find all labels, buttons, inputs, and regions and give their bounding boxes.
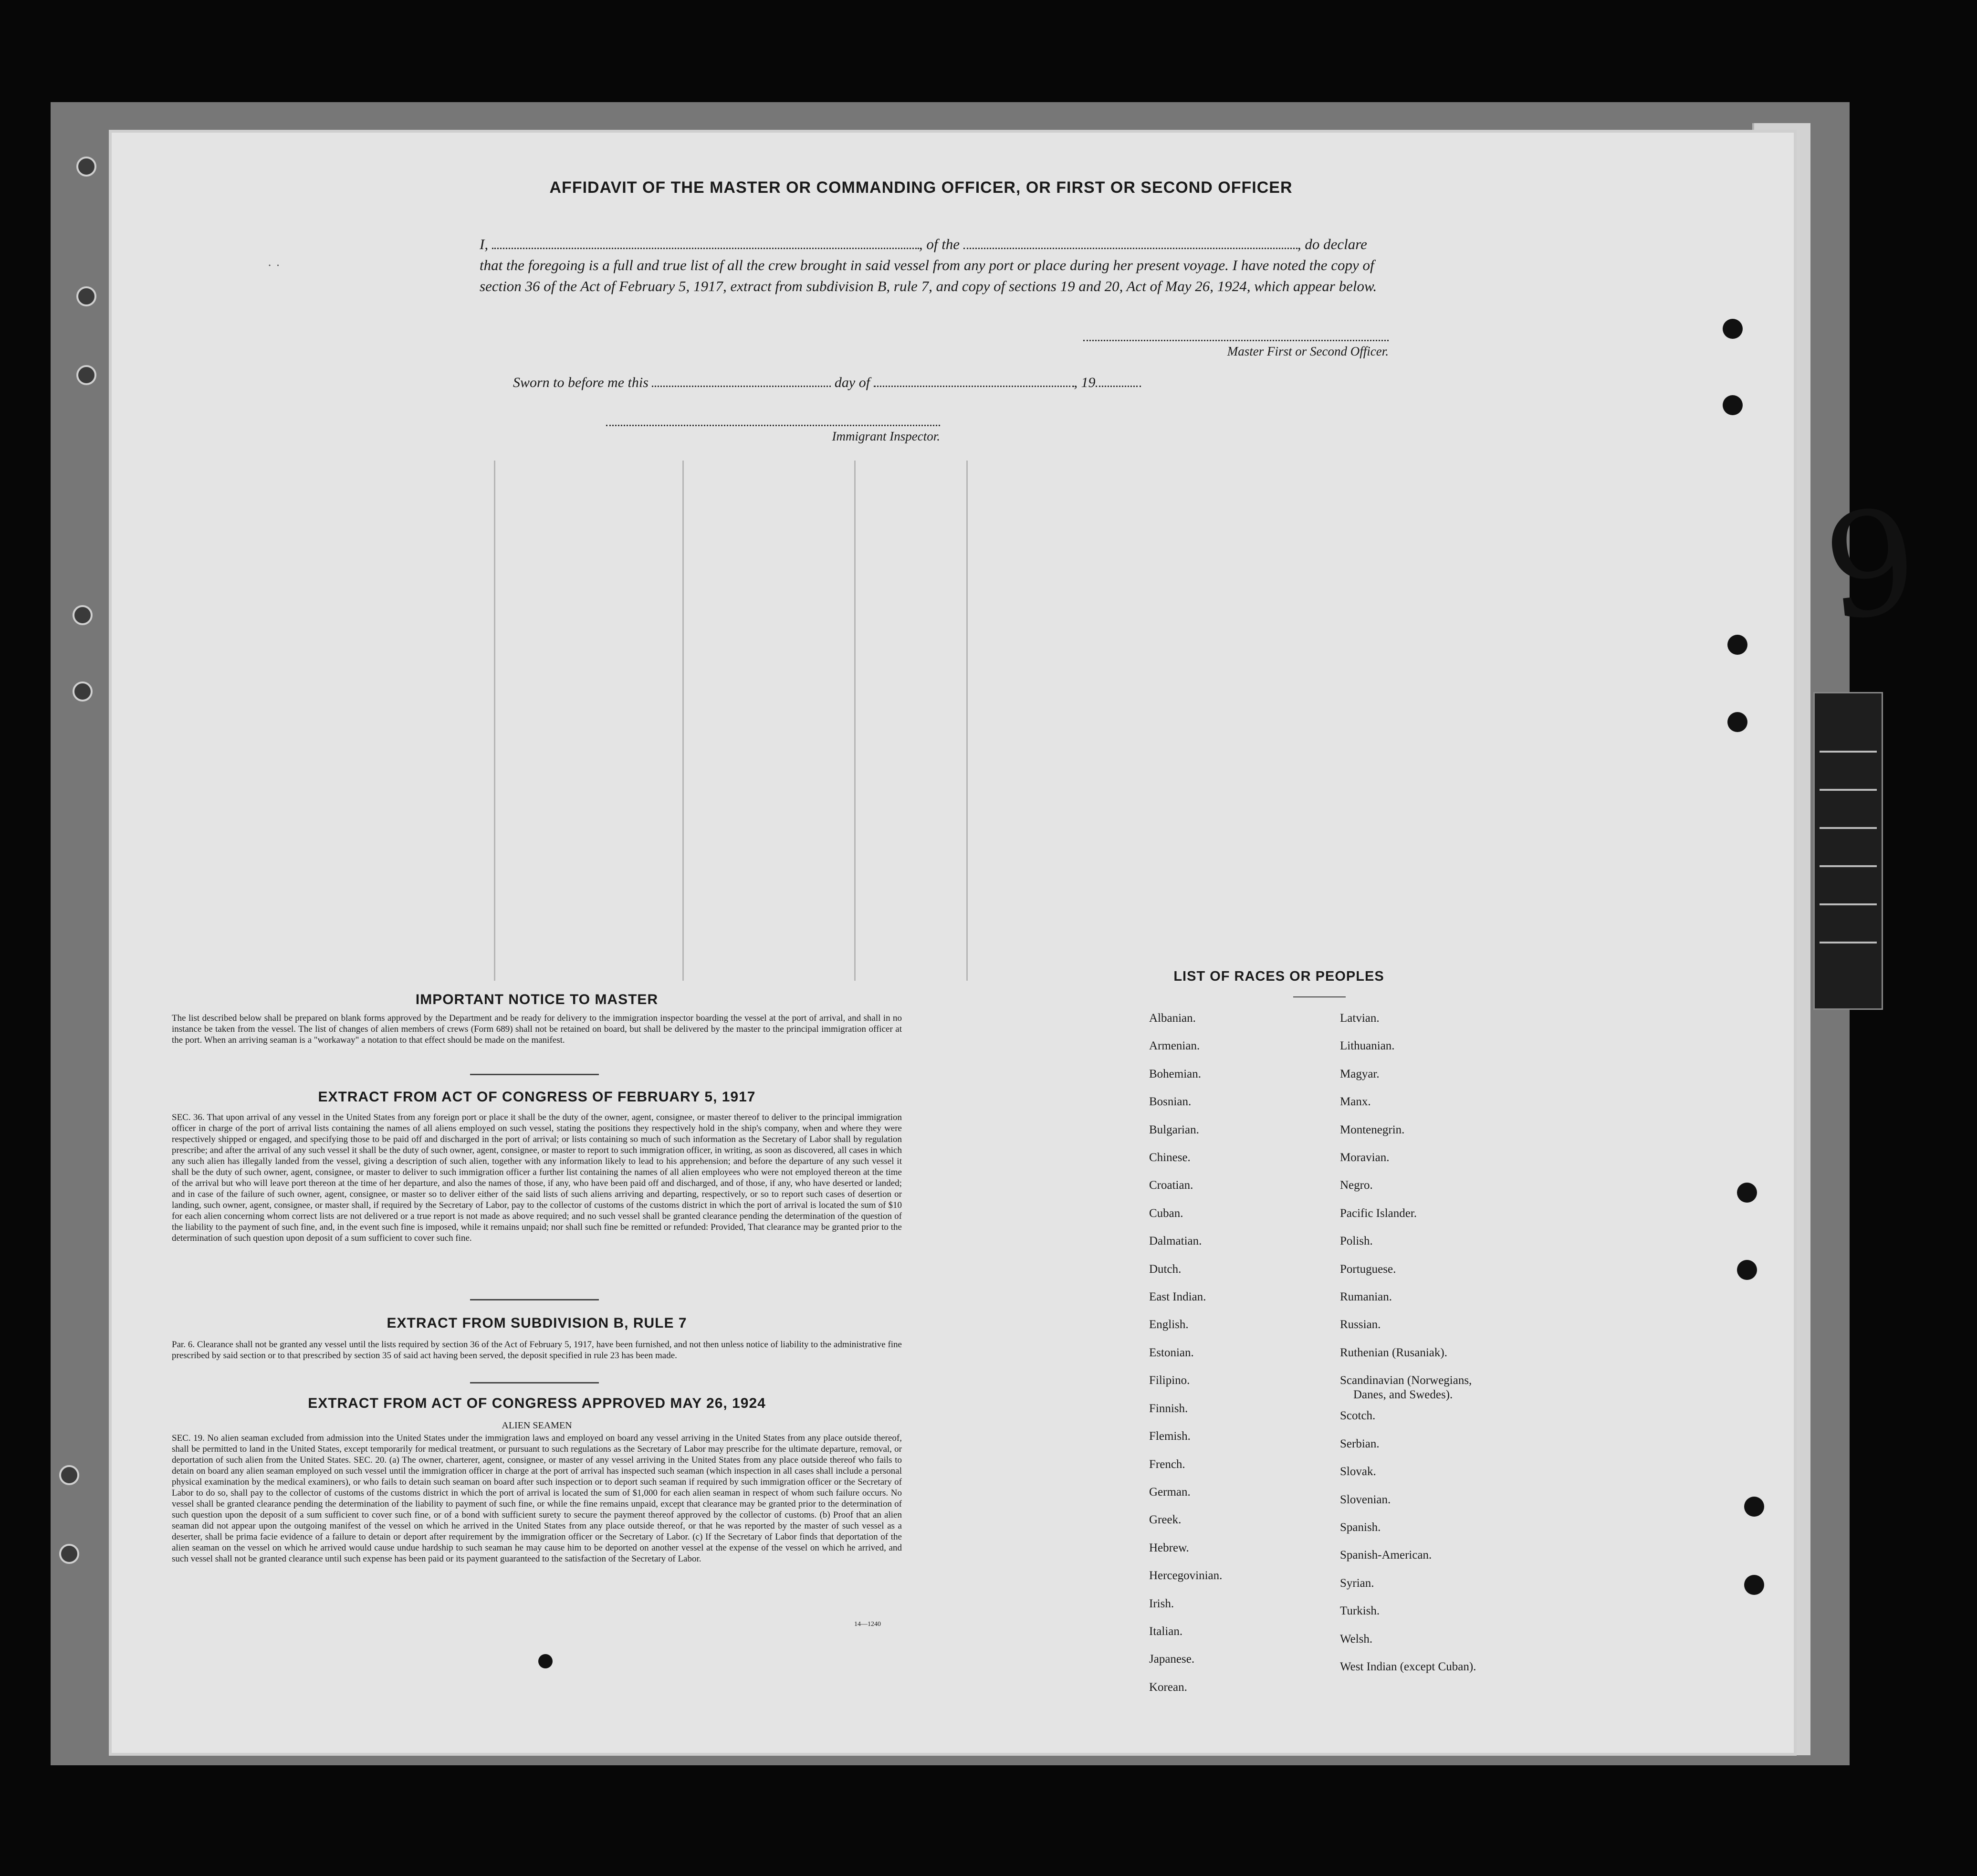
sworn-prefix: Sworn to before me this	[513, 375, 649, 390]
inspector-label: Immigrant Inspector.	[832, 429, 940, 443]
race-item: Chinese.	[1149, 1151, 1191, 1164]
master-signature	[1083, 340, 1389, 359]
inspector-line	[606, 425, 940, 426]
race-item: Bulgarian.	[1149, 1123, 1199, 1136]
race-item: Spanish-American.	[1340, 1549, 1432, 1562]
divider	[470, 1074, 599, 1075]
race-item: Bosnian.	[1149, 1095, 1192, 1109]
affidavit-body: that the foregoing is a full and true list of all the crew brought in said vessel from any port or place during her present voyage. I have noted the copy of section 36 of the Act of February 5, 1917, extract from subdivision B, rule 7, and copy of sections 19 and 20, Act of May 26, 1924, which appear below.	[480, 257, 1377, 294]
race-item: Portuguese.	[1340, 1262, 1396, 1276]
punch-hole	[59, 1544, 79, 1564]
stray-mark: ˙ ˙	[267, 262, 281, 277]
race-item: Flemish.	[1149, 1430, 1191, 1443]
race-item: Montenegrin.	[1340, 1123, 1405, 1136]
act-1924-title: EXTRACT FROM ACT OF CONGRESS APPROVED MAY 26, 1924	[308, 1395, 766, 1411]
race-item-continuation: Danes, and Swedes).	[1353, 1388, 1453, 1402]
race-item: English.	[1149, 1318, 1189, 1331]
rule-7-title: EXTRACT FROM SUBDIVISION B, RULE 7	[387, 1315, 687, 1331]
signature-line	[1083, 340, 1389, 341]
affidavit-of-the: , of the	[919, 236, 960, 252]
race-item: Bohemian.	[1149, 1067, 1202, 1080]
race-item: French.	[1149, 1457, 1185, 1471]
sworn-year-blank	[1096, 386, 1141, 387]
race-item: West Indian (except Cuban).	[1340, 1660, 1476, 1673]
notice-text: The list described below shall be prepared on blank forms approved by the Department and be ready for delivery to the immigration inspector boarding the vessel at the port of arrival, and shall in no instance be taken from the vessel. The list of changes of alien members of crews (Form 689) shall not be retained on board, but shall be delivered by the master to the principal immigration officer at the port. When an arriving seaman is a "workaway" a notation to that effect should be made on the manifest.	[172, 1013, 902, 1045]
race-item: Ruthenian (Rusaniak).	[1340, 1346, 1447, 1359]
race-item: Magyar.	[1340, 1067, 1380, 1080]
affidavit-declare: , do declare	[1297, 236, 1367, 252]
punch-hole	[1737, 1260, 1757, 1280]
punch-hole	[1727, 635, 1747, 655]
race-item: Scotch.	[1340, 1409, 1376, 1423]
race-item: Latvian.	[1340, 1012, 1380, 1025]
race-item: Moravian.	[1340, 1151, 1390, 1164]
affidavit-text	[480, 234, 1415, 297]
immigrant-inspector-signature	[606, 425, 940, 444]
act-1924-text: SEC. 19. No alien seaman excluded from admission into the United States under the immigration laws and employed on board any vessel arriving in the United States from any place outside thereof, shall be permitted to land in the United States, except temporarily for medical treatment, or pursuant to such regulations as the Secretary of Labor may prescribe for the ultimate departure, removal, or deportation of such alien from the United States. SEC. 20. (a) The owner, charterer, agent, consignee, or master of any vessel arriving in the United States from any place outside thereof who fails to detain on board any alien seaman employed on such vessel until the immigration officer in charge at the port of arrival has inspected such seaman (which inspection in all cases shall include a personal physical examination by the medical examiners), or who fails to detain such seaman on board after such inspection or to deport such seaman if required by such immigration officer or the Secretary of Labor to do so, shall pay to the collector of customs of the customs district in which the port of arrival is located the sum of $1,000 for each alien seaman in respect of whom such failure occurs. No vessel shall be granted clearance pending the determination of the liability to payment of such fine, or while the fine remains unpaid, except that clearance may be granted prior to the determination of such question upon the deposit of a sum sufficient to cover such fine, or of a bond with sufficient surety to secure the payment thereof approved by the collector of customs. (b) Proof that an alien seaman did not appear upon the outgoing manifest of the vessel on which he arrived in the United States from any place outside thereof, or that he was reported by the master of such vessel as a deserter, shall be prima facie evidence of a failure to detain or deport after requirement by the immigration officer or the Secretary of Labor. (c) If the Secretary of Labor finds that deportation of the alien seaman on the vessel on which he arrived would cause undue hardship to such seaman he may cause him to be deported on another vessel at the expense of the vessel on which he arrived, and such vessel shall not be granted clearance until such expense has been paid or its payment guaranteed to the satisfaction of the Secretary of Labor.	[172, 1433, 902, 1564]
race-item: German.	[1149, 1485, 1191, 1499]
divider	[470, 1299, 599, 1300]
bleed-through-line	[854, 461, 856, 981]
race-item: Welsh.	[1340, 1632, 1373, 1645]
punch-hole	[76, 157, 96, 177]
punch-hole	[73, 605, 93, 625]
punch-hole	[1737, 1183, 1757, 1203]
race-item: Lithuanian.	[1340, 1039, 1395, 1053]
punch-hole	[1727, 712, 1747, 732]
race-item: Pacific Islander.	[1340, 1206, 1417, 1220]
sworn-year-label: , 19	[1074, 375, 1096, 390]
punch-hole	[1744, 1575, 1764, 1595]
race-item: Negro.	[1340, 1179, 1373, 1192]
punch-hole	[73, 681, 93, 702]
race-item: Rumanian.	[1340, 1290, 1392, 1304]
race-item: Albanian.	[1149, 1012, 1196, 1025]
divider	[1293, 996, 1346, 997]
race-item: Irish.	[1149, 1597, 1174, 1610]
vessel-blank	[963, 248, 1297, 249]
act-1917-text: SEC. 36. That upon arrival of any vessel in the United States from any foreign port or place it shall be the duty of the owner, agent, consignee, or master thereof to deliver to the principal immigration officer in charge of the port of arrival lists containing the names of all aliens employed on such vessel, stating the positions they respectively hold in the ship's company, when and where they were respectively shipped or engaged, and specifying those to be paid off and discharged in the port of arrival; or lists containing so much of such information as the Secretary of Labor shall by regulation prescribe; and after the arrival of any such vessel it shall be the duty of such owner, agent, consignee, or master to report to such immigration officer, in writing, as soon as discovered, all cases in which any such alien has illegally landed from the vessel, giving a description of such alien, together with any information likely to lead to his apprehension; and before the departure of any such vessel it shall be the duty of such owner, agent, consignee, or master to deliver to such immigration officer a further list containing the names of all alien employees who were not employed thereon at the time of the arrival but who will leave port thereon at the time of her departure, and also the names of those, if any, who have been paid off and discharged, and of those, if any, who have deserted or landed; and in case of the failure of such owner, agent, consignee, or master so to deliver either of the said lists of such aliens arriving and departing, respectively, or so to report such cases of desertion or landing, such owner, agent, consignee, or master shall, if required by the Secretary of Labor, pay to the collector of customs of the customs district in which the port of arrival is located the sum of $10 for each alien concerning whom correct lists are not delivered or a true report is not made as above required; and no such vessel shall be granted clearance pending the determination of the question of the liability to the payment of such fine, and, in the event such fine is imposed, while it remains unpaid; nor shall such fine be remitted or refunded: Provided, That clearance may be granted prior to the determination of such question upon deposit of a sum sufficient to cover such fine.	[172, 1112, 902, 1243]
races-title: LIST OF RACES OR PEOPLES	[1173, 969, 1384, 984]
race-item: Hercegovinian.	[1149, 1569, 1223, 1583]
affidavit-i: I,	[480, 236, 489, 252]
race-item: Slovenian.	[1340, 1493, 1391, 1506]
race-item: Greek.	[1149, 1513, 1182, 1527]
race-item: East Indian.	[1149, 1290, 1206, 1304]
race-item: Dalmatian.	[1149, 1235, 1202, 1248]
race-item: Finnish.	[1149, 1402, 1188, 1415]
punch-hole	[1744, 1497, 1764, 1517]
race-item: Polish.	[1340, 1235, 1373, 1248]
bleed-through-line	[682, 461, 684, 981]
signature-label: Master First or Second Officer.	[1227, 344, 1389, 358]
race-item: Italian.	[1149, 1624, 1183, 1638]
race-item: Armenian.	[1149, 1039, 1200, 1053]
affidavit-declaration-line	[480, 234, 1415, 255]
races-column-2	[1340, 1005, 1476, 1681]
race-item: Scandinavian (Norwegians,	[1340, 1374, 1472, 1387]
race-item: Turkish.	[1340, 1604, 1380, 1618]
race-item: Slovak.	[1340, 1465, 1376, 1478]
bleed-through-line	[966, 461, 968, 981]
race-item: Syrian.	[1340, 1576, 1374, 1590]
rule-7-text: Par. 6. Clearance shall not be granted any vessel until the lists required by section 36 of the Act of February 5, 1917, have been furnished, and not then unless notice of liability to the administrative fine prescribed by said section or to that prescribed by section 35 of said act having been served, the deposit specified in rule 23 has been made.	[172, 1340, 902, 1361]
punch-hole	[1723, 319, 1743, 339]
race-item: Filipino.	[1149, 1374, 1190, 1387]
race-item: Estonian.	[1149, 1346, 1194, 1359]
handwritten-page-number: 9	[1817, 477, 1925, 653]
punch-hole	[76, 286, 96, 306]
act-1917-title: EXTRACT FROM ACT OF CONGRESS OF FEBRUARY 5, 1917	[318, 1089, 756, 1105]
sworn-day-label: day of	[834, 375, 870, 390]
race-item: Croatian.	[1149, 1179, 1193, 1192]
race-item: Dutch.	[1149, 1262, 1182, 1276]
sworn-line	[513, 375, 1229, 391]
punch-hole	[1723, 395, 1743, 415]
races-column-1	[1149, 1005, 1222, 1701]
race-item: Spanish.	[1340, 1520, 1381, 1534]
race-item: Serbian.	[1340, 1437, 1380, 1450]
sworn-month-blank	[874, 386, 1074, 387]
race-item: Korean.	[1149, 1680, 1187, 1694]
name-blank	[492, 248, 919, 249]
race-item: Hebrew.	[1149, 1541, 1189, 1554]
race-item: Russian.	[1340, 1318, 1381, 1331]
sworn-day-blank	[652, 386, 831, 387]
ink-blot	[538, 1654, 553, 1668]
form-number: 14—1240	[854, 1621, 881, 1628]
race-item: Manx.	[1340, 1095, 1371, 1109]
punch-hole	[76, 365, 96, 385]
act-1924-subtitle: ALIEN SEAMEN	[502, 1420, 572, 1431]
race-item: Cuban.	[1149, 1206, 1183, 1220]
punch-hole	[59, 1465, 79, 1485]
affidavit-title: AFFIDAVIT OF THE MASTER OR COMMANDING OFFICER, OR FIRST OR SECOND OFFICER	[549, 178, 1293, 197]
race-item: Japanese.	[1149, 1653, 1195, 1666]
bleed-through-line	[494, 461, 495, 981]
index-tab	[1813, 692, 1883, 1010]
notice-title: IMPORTANT NOTICE TO MASTER	[415, 992, 659, 1007]
divider	[470, 1382, 599, 1383]
